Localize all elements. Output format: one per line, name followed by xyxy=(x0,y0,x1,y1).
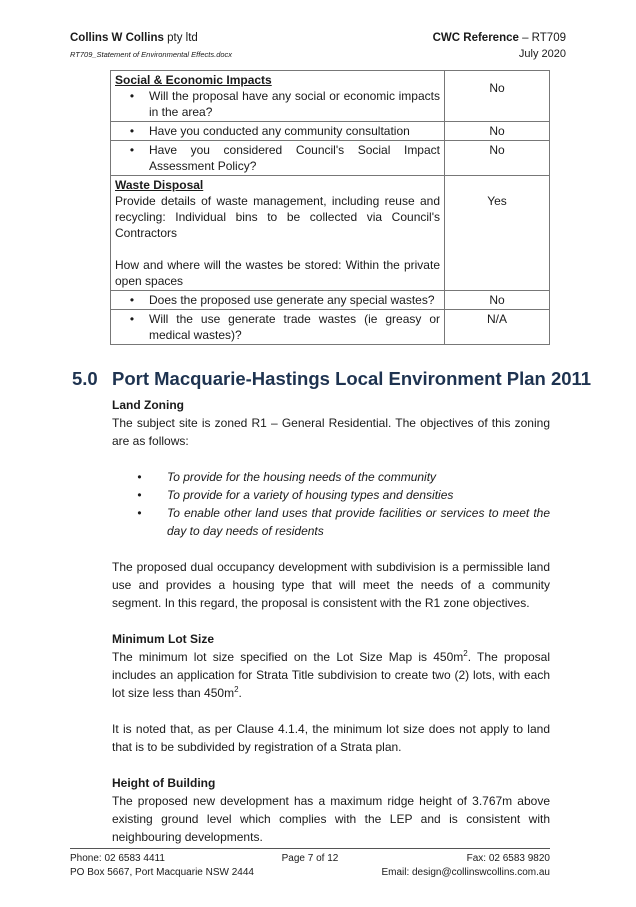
answer: N/A xyxy=(445,310,550,345)
minimum-lot-size-heading: Minimum Lot Size xyxy=(112,632,214,646)
list-item: • Does the proposed use generate any special wastes? xyxy=(115,292,440,308)
zoning-conclusion: The proposed dual occupancy development with subdivision is a permissible land use and provides a housing type that will meet the needs of a community segment. In this regard, the proposal is consistent with the R1 zone objectives. xyxy=(112,560,550,610)
waste-disposal-title: Waste Disposal xyxy=(115,178,204,192)
table-row xyxy=(111,310,550,345)
section-heading: 5.0 Port Macquarie-Hastings Local Environment Plan 2011 xyxy=(72,368,592,389)
table-row xyxy=(111,141,550,176)
lot-size-paragraph: The minimum lot size specified on the Lot Size Map is $450m^2$. The proposal includes an application for Strata Title subdivision to create two (2) lots, with each lot size less than $450m^2$. xyxy=(112,649,550,700)
strata-paragraph: It is noted that, as per Clause 4.1.4, the minimum lot size does not apply to land that is to be subdivided by registration of a Strata plan. xyxy=(112,722,550,754)
height-of-building-heading: Height of Building xyxy=(112,776,216,790)
bullet-icon: • xyxy=(137,506,142,520)
answer: No xyxy=(445,71,550,122)
list-item: • Have you conducted any community consultation xyxy=(115,123,440,139)
page-footer xyxy=(70,848,550,880)
table-row xyxy=(111,291,550,310)
document-date: July 2020 xyxy=(518,48,566,60)
answer: No xyxy=(445,141,550,176)
answer: No xyxy=(445,291,550,310)
company-name: Collins W Collins pty ltd xyxy=(70,32,198,44)
document-filename: RT709_Statement of Environmental Effects.docx xyxy=(70,50,233,59)
section-content xyxy=(112,396,550,846)
social-economic-title: Social & Economic Impacts xyxy=(115,73,272,87)
waste-storage: How and where will the wastes be stored: Within the private open spaces xyxy=(115,258,440,288)
zoning-objectives xyxy=(112,468,550,540)
reference: CWC Reference – RT709 xyxy=(432,32,566,44)
footer-email: Email: design@collinswcollins.com.au xyxy=(381,867,550,878)
list-item: • Will the proposal have any social or economic impacts in the area? xyxy=(115,88,440,120)
footer-phone: Phone: 02 6583 4411 xyxy=(70,853,165,864)
bullet-icon: • xyxy=(129,312,135,326)
bullet-icon: • xyxy=(137,488,142,502)
list-item: • Have you considered Council's Social Impact Assessment Policy? xyxy=(115,142,440,174)
list-item: • To provide for the housing needs of the community xyxy=(112,468,550,486)
answer: Yes xyxy=(445,176,550,291)
zoning-intro: The subject site is zoned R1 – General Residential. The objectives of this zoning are as follows: xyxy=(112,416,550,448)
height-paragraph: The proposed new development has a maximum ridge height of 3.767m above existing ground level which complies with the LEP and is consistent with neighbouring developments. xyxy=(112,794,550,844)
table-row xyxy=(111,71,550,122)
waste-details: Provide details of waste management, including reuse and recycling: Individual bins to be collected via Council's Contractors xyxy=(115,194,440,240)
footer-fax: Fax: 02 6583 9820 xyxy=(466,853,550,864)
footer-po-box: PO Box 5667, Port Macquarie NSW 2444 xyxy=(70,867,254,878)
bullet-icon: • xyxy=(137,470,142,484)
bullet-icon: • xyxy=(129,293,135,307)
list-item: • To enable other land uses that provide facilities or services to meet the day to day needs of residents xyxy=(112,504,550,540)
list-item: • To provide for a variety of housing types and densities xyxy=(112,486,550,504)
page-number: Page 7 of 12 xyxy=(281,853,339,864)
bullet-icon: • xyxy=(129,124,135,138)
bullet-icon: • xyxy=(129,143,135,157)
table-row xyxy=(111,176,550,291)
impacts-table xyxy=(110,70,550,345)
bullet-icon: • xyxy=(129,89,135,103)
land-zoning-heading: Land Zoning xyxy=(112,398,184,412)
list-item: • Will the use generate trade wastes (ie greasy or medical wastes)? xyxy=(115,311,440,343)
table-row xyxy=(111,122,550,141)
answer: No xyxy=(445,122,550,141)
